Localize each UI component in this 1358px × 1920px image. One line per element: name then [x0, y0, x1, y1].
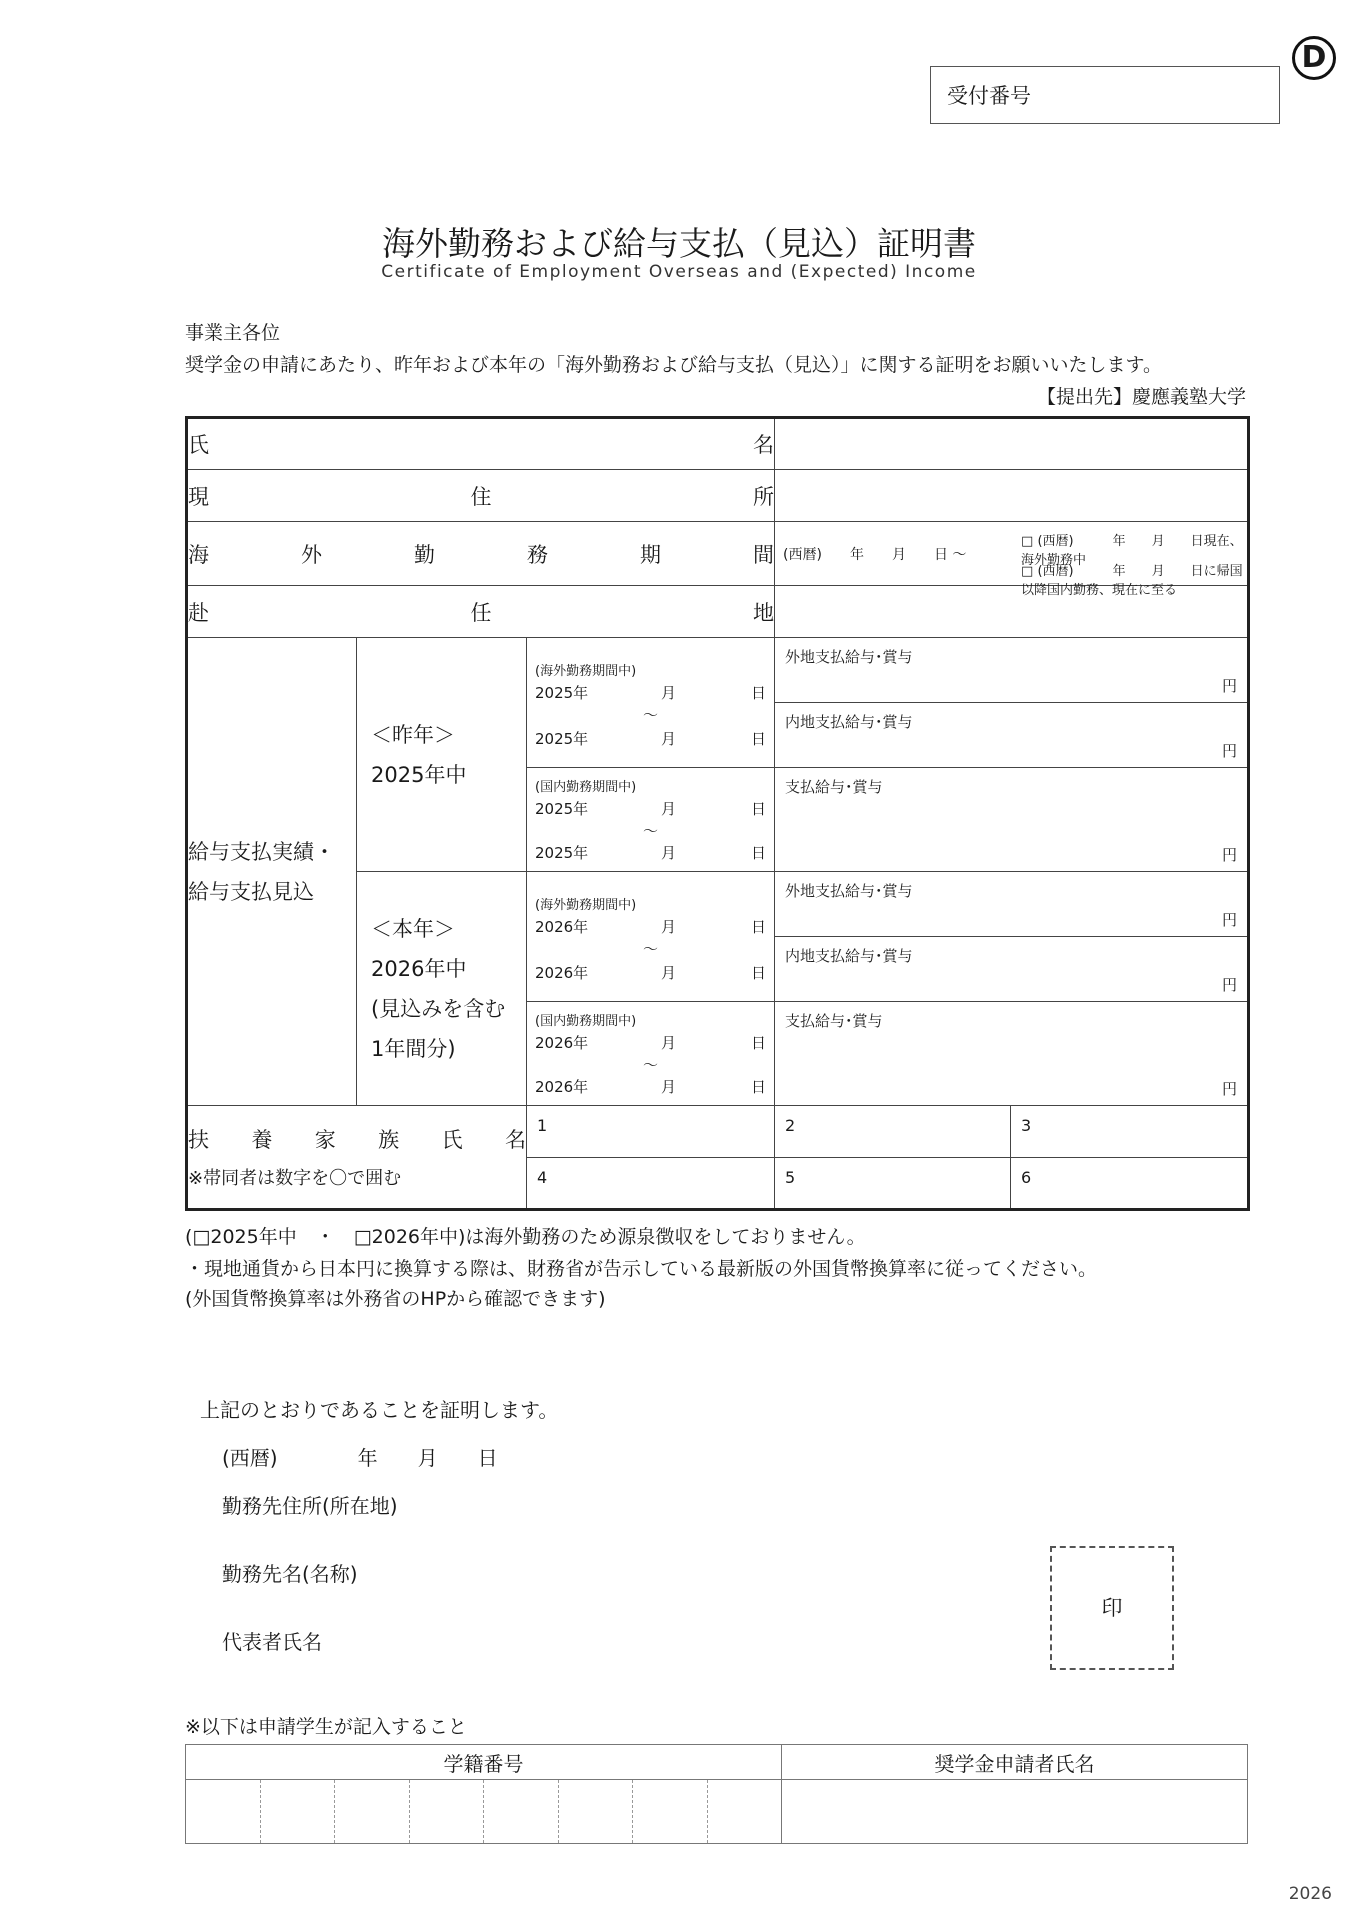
post-location-label: 赴 任 地: [187, 586, 775, 638]
family-member-6[interactable]: 6: [1011, 1158, 1249, 1210]
student-id-header: 学籍番号: [186, 1745, 782, 1780]
addressee: 事業主各位: [185, 322, 281, 344]
withholding-note[interactable]: (□2025年中 ・ □2026年中)は海外勤務のため源泉徴収をしておりません。: [185, 1226, 866, 1248]
family-label: 扶 養 家 族 氏 名 ※帯同者は数字を〇で囲む: [187, 1106, 527, 1210]
student-table: [185, 1744, 1248, 1844]
student-id-digit[interactable]: [708, 1780, 782, 1843]
overseas-option-returned[interactable]: □ (西暦) 年 月 日に帰国 以降国内勤務、現在に至る: [1021, 564, 1256, 598]
last-year-overseas-dates[interactable]: (海外勤務期間中) 2025年 月 日 ～ 2025年 月 日: [527, 638, 775, 768]
form-letter-mark: D: [1292, 36, 1336, 80]
student-id-digit[interactable]: [335, 1780, 410, 1843]
seal-box[interactable]: [1050, 1546, 1174, 1670]
last-year-domestic-dates[interactable]: (国内勤務期間中) 2025年 月 日 ～ 2025年 月 日: [527, 768, 775, 872]
family-member-1[interactable]: 1: [527, 1106, 775, 1158]
name-field[interactable]: [775, 418, 1249, 470]
exchange-rate-note: ・現地通貨から日本円に換算する際は、財務省が告示している最新版の外国貨幣換算率に従ってください。: [185, 1258, 1098, 1280]
applicant-name-header: 奨学金申請者氏名: [782, 1745, 1248, 1780]
last-year-domestic-total[interactable]: 支払給与･賞与 円: [775, 768, 1249, 872]
student-id-digit[interactable]: [410, 1780, 485, 1843]
student-id-field[interactable]: [186, 1780, 782, 1844]
family-member-3[interactable]: 3: [1011, 1106, 1249, 1158]
exchange-rate-source: (外国貨幣換算率は外務省のHPから確認できます): [185, 1288, 606, 1310]
overseas-start-date: (西暦) 年 月 日 ～: [783, 547, 967, 563]
page-title: 海外勤務および給与支払（見込）証明書: [382, 224, 976, 263]
family-member-4[interactable]: 4: [527, 1158, 775, 1210]
student-id-digit[interactable]: [261, 1780, 336, 1843]
footer-year: 2026: [1288, 1884, 1332, 1904]
last-year-overseas-pay[interactable]: 外地支払給与･賞与 円: [775, 638, 1249, 703]
page-subtitle: Certificate of Employment Overseas and (Expected) Income: [381, 262, 977, 282]
seal-label: 印: [1101, 1596, 1123, 1620]
salary-label: 給与支払実績・ 給与支払見込: [187, 638, 357, 1106]
representative-label: 代表者氏名: [222, 1630, 322, 1654]
this-year-domestic-pay[interactable]: 内地支払給与･賞与 円: [775, 937, 1249, 1002]
receipt-number-label: 受付番号: [947, 84, 1031, 108]
request-text: 奨学金の申請にあたり、昨年および本年の「海外勤務および給与支払（見込）」に関する証明をお願いいたします。: [185, 354, 1162, 376]
family-member-5[interactable]: 5: [775, 1158, 1011, 1210]
employer-address-label: 勤務先住所(所在地): [222, 1494, 398, 1518]
student-id-digit[interactable]: [484, 1780, 559, 1843]
certify-date[interactable]: (西暦) 年 月 日: [222, 1446, 498, 1470]
certify-statement: 上記のとおりであることを証明します。: [200, 1398, 559, 1422]
this-year-domestic-dates[interactable]: (国内勤務期間中) 2026年 月 日 ～ 2026年 月 日: [527, 1002, 775, 1106]
student-id-digit[interactable]: [186, 1780, 261, 1843]
last-year-label: ＜昨年＞ 2025年中: [357, 638, 527, 872]
this-year-overseas-pay[interactable]: 外地支払給与･賞与 円: [775, 872, 1249, 937]
student-id-digit[interactable]: [559, 1780, 634, 1843]
submit-to: 【提出先】慶應義塾大学: [1036, 386, 1246, 408]
student-note: ※以下は申請学生が記入すること: [185, 1716, 467, 1738]
address-label: 現 住 所: [187, 470, 775, 522]
name-label: 氏 名: [187, 418, 775, 470]
this-year-label: ＜本年＞ 2026年中 (見込みを含む 1年間分): [357, 872, 527, 1106]
family-note: ※帯同者は数字を〇で囲む: [188, 1168, 402, 1189]
last-year-domestic-pay[interactable]: 内地支払給与･賞与 円: [775, 703, 1249, 768]
certificate-table: [185, 416, 1256, 1211]
employer-name-label: 勤務先名(名称): [222, 1562, 358, 1586]
this-year-domestic-total[interactable]: 支払給与･賞与 円: [775, 1002, 1249, 1106]
family-member-2[interactable]: 2: [775, 1106, 1011, 1158]
applicant-name-field[interactable]: [782, 1780, 1248, 1844]
this-year-overseas-dates[interactable]: (海外勤務期間中) 2026年 月 日 ～ 2026年 月 日: [527, 872, 775, 1002]
overseas-period-label: 海 外 勤 務 期 間: [187, 522, 775, 586]
receipt-number-box[interactable]: [930, 66, 1280, 124]
student-id-digit[interactable]: [633, 1780, 708, 1843]
overseas-period-field[interactable]: [775, 522, 1256, 598]
overseas-option-current[interactable]: □ (西暦) 年 月 日現在、海外勤務中: [1021, 534, 1243, 568]
address-field[interactable]: [775, 470, 1249, 522]
